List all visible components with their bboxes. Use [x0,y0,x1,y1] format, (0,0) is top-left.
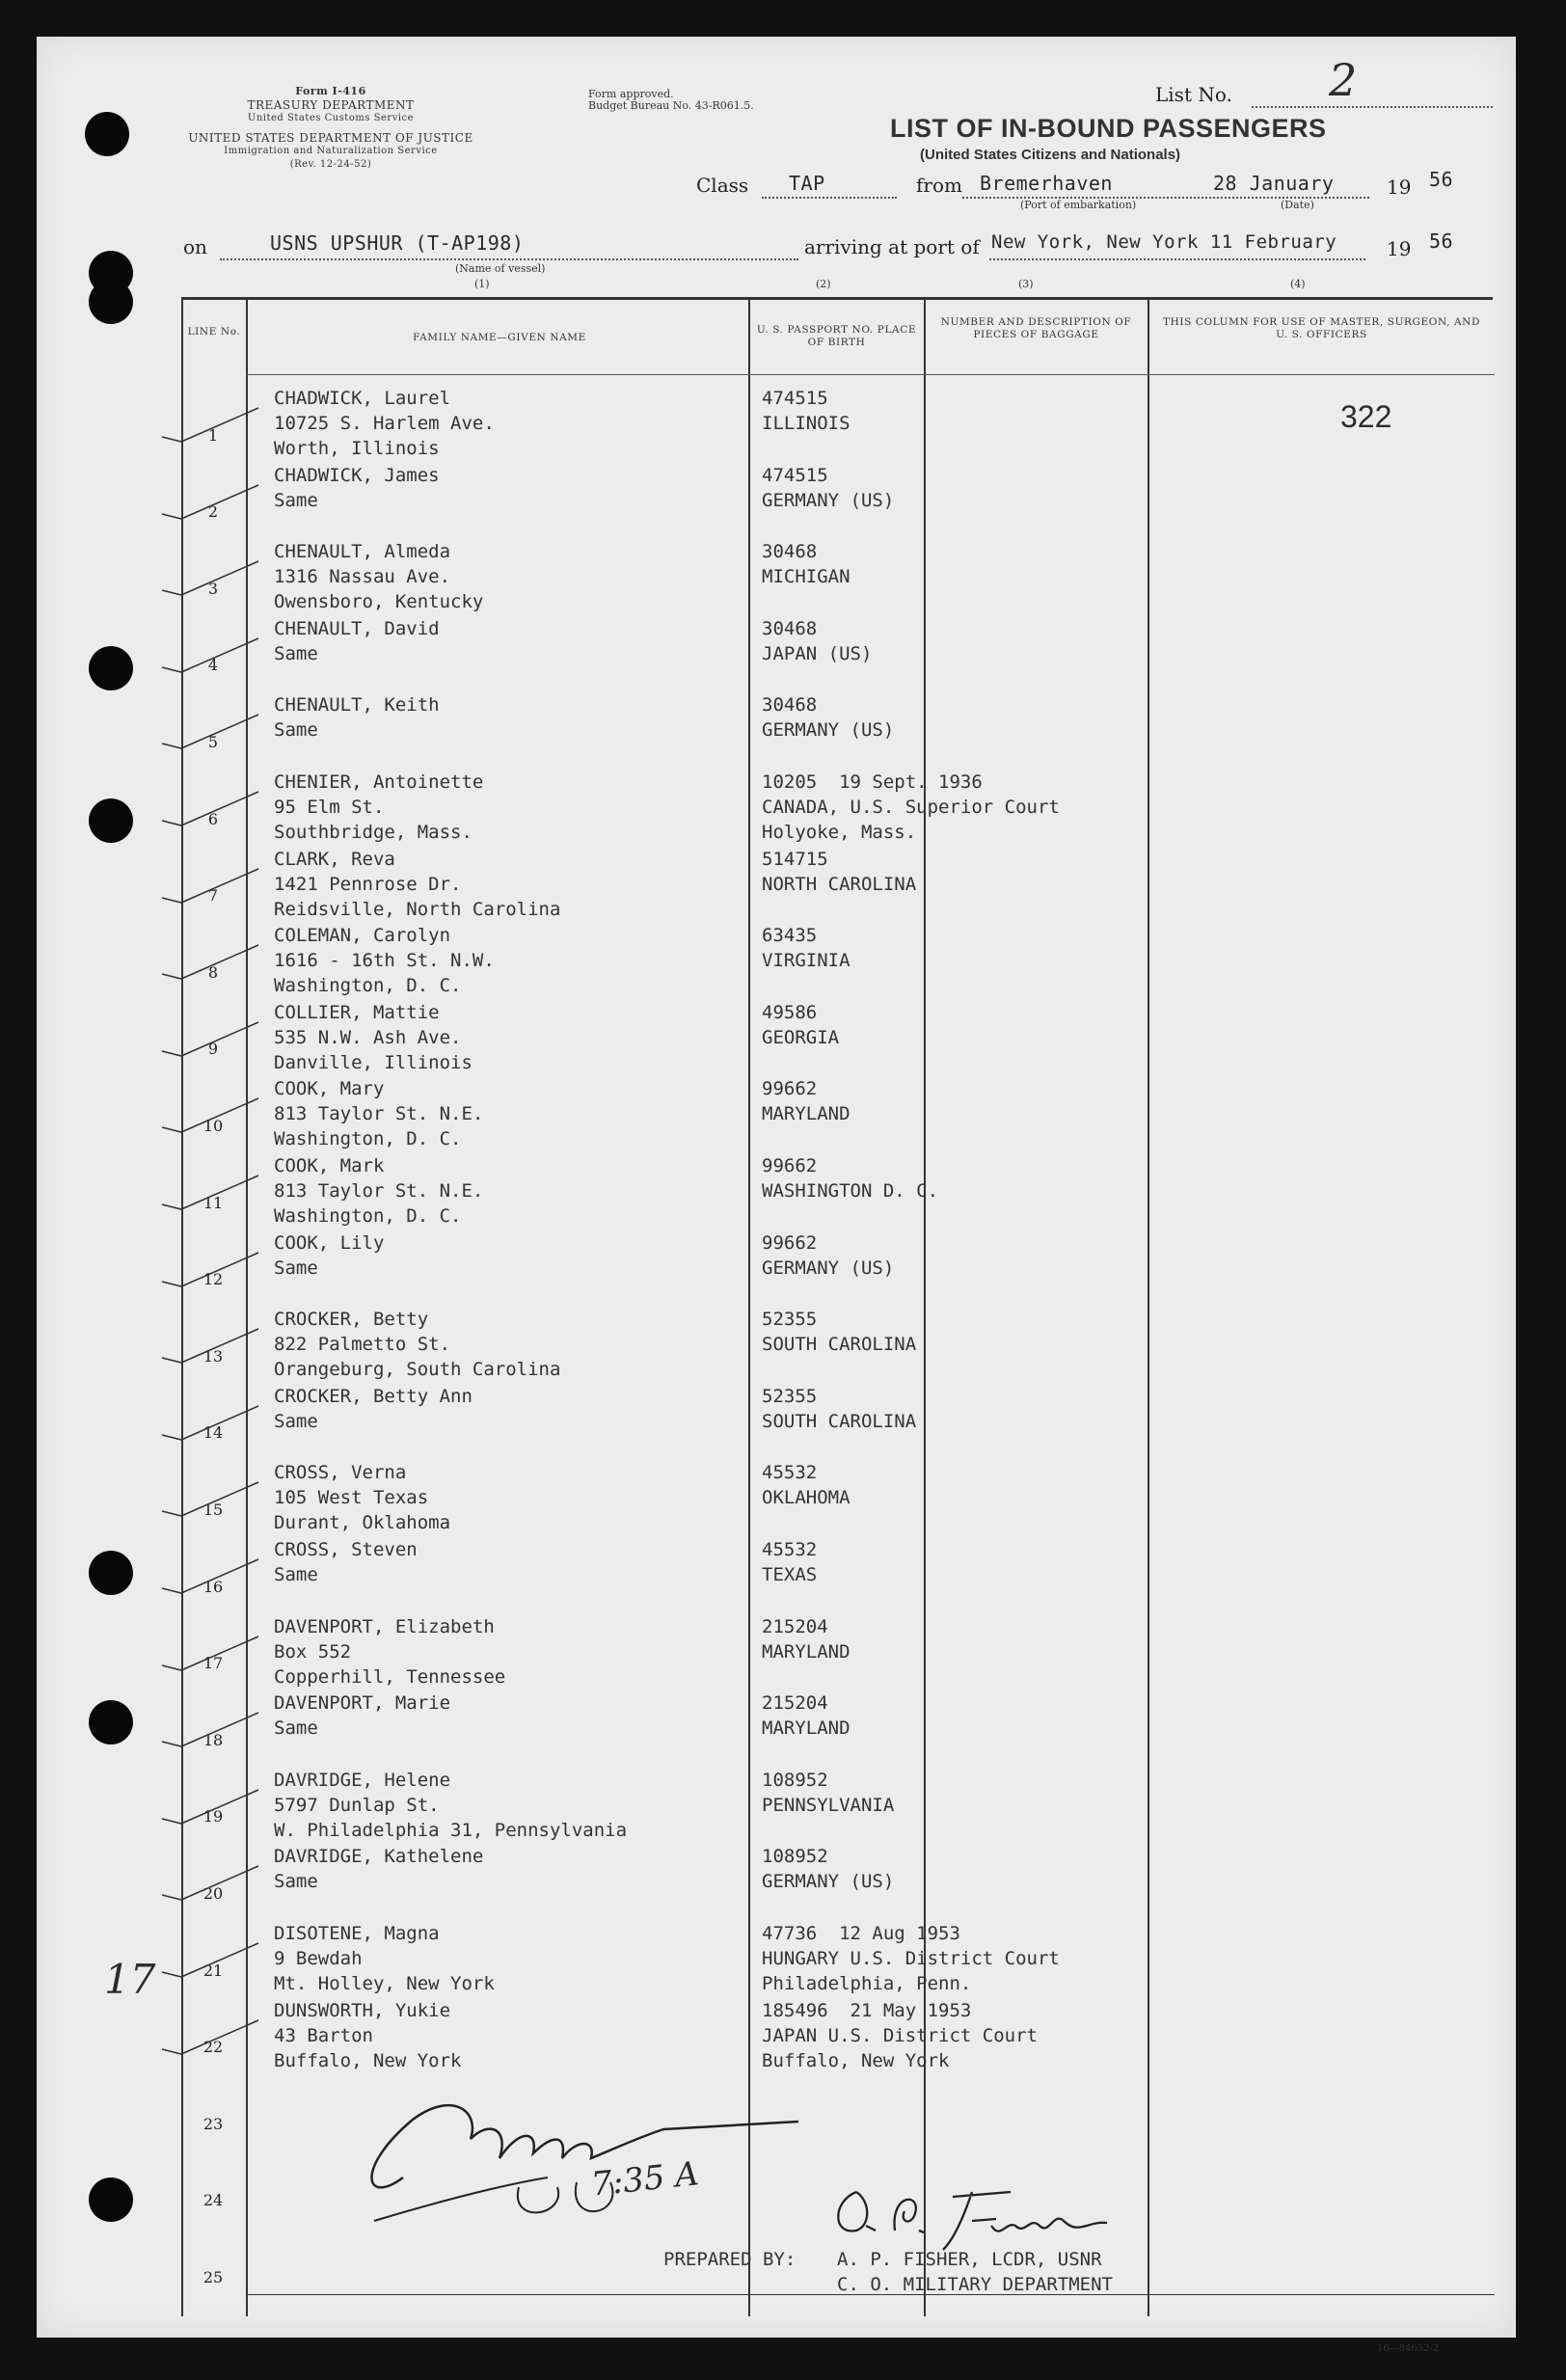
line-number: 19 [202,1807,224,1826]
passport-birthplace: 30468 JAPAN (US) [762,617,873,664]
line-number: 4 [207,656,219,675]
line-number: 22 [202,2038,224,2057]
class-underline [762,197,897,199]
list-no-underline [1252,106,1493,108]
passport-birthplace: 185496 21 May 1953 JAPAN U.S. District Court Buffalo, New York [762,1999,1038,2071]
line-number: 18 [202,1730,224,1749]
form-number: Form I-416 [295,85,366,97]
date-year-prefix: 19 [1387,176,1412,199]
vessel-caption: (Name of vessel) [455,262,546,275]
fisher-signature [827,2182,1136,2255]
line-number: 7 [207,886,219,906]
page-title: LIST OF IN-BOUND PASSENGERS [890,114,1327,143]
date-caption: (Date) [1281,199,1314,211]
col-header-officers: THIS COLUMN FOR USE OF MASTER, SURGEON, AND U. S. OFFICERS [1163,316,1480,340]
punch-hole [89,280,133,324]
punch-hole [89,2177,133,2222]
passenger-name-address: COLEMAN, Carolyn 1616 - 16th St. N.W. Washington, D. C. [274,925,495,997]
line-number: 13 [202,1346,224,1366]
passenger-name-address: COOK, Mary 813 Taylor St. N.E. Washington, D. C. [274,1078,484,1150]
arriving-label: arriving at port of [804,235,980,258]
row-separator [246,682,1495,683]
passenger-name-address: COLLIER, Mattie 535 N.W. Ash Ave. Danville, Illinois [274,1001,472,1073]
from-label: from [916,174,962,197]
prepared-by-name: A. P. FISHER, LCDR, USNR [837,2249,1102,2270]
check-mark-icon [152,403,268,461]
arrival-time: 7:35 A [589,2154,701,2204]
line-number: 21 [202,1961,224,1980]
class-value: TAP [789,172,825,195]
col-divider-passport [748,297,750,2316]
passport-birthplace: 52355 SOUTH CAROLINA [762,1309,917,1356]
check-mark-icon [152,1248,268,1306]
passenger-name-address: DAVRIDGE, Helene 5797 Dunlap St. W. Philadelphia 31, Pennsylvania [274,1769,628,1841]
line-number: 15 [202,1501,224,1519]
check-mark-icon [152,1017,268,1075]
check-mark-icon [152,940,268,998]
treasury-dept: TREASURY DEPARTMENT [247,98,415,112]
list-no-value: 2 [1329,54,1358,106]
prepared-by-label: PREPARED BY: [663,2249,796,2270]
vessel-name: USNS UPSHUR (T-AP198) [270,231,525,255]
line-number: 23 [202,2114,224,2133]
table-top-border [181,297,1493,300]
footer-code: 16—84652-2 [1377,2343,1440,2354]
prepared-by-dept: C. O. MILITARY DEPARTMENT [837,2274,1113,2295]
line-number: 8 [207,962,219,982]
justice-dept: UNITED STATES DEPARTMENT OF JUSTICE [188,131,473,145]
line-number: 10 [202,1117,224,1135]
passport-birthplace: 215204 MARYLAND [762,1692,850,1740]
punch-hole [89,1700,133,1744]
passenger-name-address: DAVENPORT, Marie Same [274,1692,451,1740]
passport-birthplace: 30468 GERMANY (US) [762,694,895,742]
customs-service: United States Customs Service [247,113,415,123]
passport-birthplace: 474515 ILLINOIS [762,388,850,434]
passport-birthplace: 10205 19 Sept. 1936 CANADA, U.S. Superior Court Holyoke, Mass. [762,771,1060,843]
row-separator [246,528,1495,529]
col-header-baggage: NUMBER AND DESCRIPTION OF PIECES OF BAGGAGE [940,316,1132,340]
punch-hole [85,112,129,156]
line-number: 25 [202,2268,224,2286]
inspector-signature [345,2081,808,2226]
passenger-name-address: DUNSWORTH, Yukie 43 Barton Buffalo, New York [274,1999,462,2071]
passport-birthplace: 47736 12 Aug 1953 HUNGARY U.S. District Court Philadelphia, Penn. [762,1923,1060,1994]
passport-birthplace: 108952 PENNSYLVANIA [762,1769,895,1816]
check-mark-icon [152,1861,268,1919]
check-mark-icon [152,1555,268,1612]
check-mark-icon [152,1632,268,1690]
passenger-name-address: CHENAULT, Almeda 1316 Nassau Ave. Owensboro, Kentucky [274,541,484,613]
row-separator [246,759,1495,760]
line-number: 5 [207,733,219,751]
date-value: 28 January [1213,172,1335,195]
passenger-name-address: CROCKER, Betty Ann Same [274,1385,472,1432]
passport-birthplace: 99662 MARYLAND [762,1078,850,1125]
line-number: 1 [207,425,219,445]
passport-birthplace: 30468 MICHIGAN [762,541,850,588]
check-mark-icon [152,1477,268,1535]
passport-birthplace: 52355 SOUTH CAROLINA [762,1385,917,1432]
col-header-passport: U. S. PASSPORT NO. PLACE OF BIRTH [756,324,917,348]
line-number: 17 [202,1654,224,1673]
arrival-year-prefix: 19 [1387,237,1412,260]
passenger-name-address: CHENAULT, David Same [274,617,440,664]
check-mark-icon [152,1324,268,1382]
line-number: 14 [202,1423,224,1443]
class-label: Class [696,174,749,197]
line-number: 6 [207,809,219,828]
passenger-name-address: CROCKER, Betty 822 Palmetto St. Orangeburg, South Carolina [274,1309,561,1381]
passenger-name-address: CLARK, Reva 1421 Pennrose Dr. Reidsville, North Carolina [274,848,561,920]
check-mark-icon [152,1708,268,1766]
punch-hole [89,798,133,843]
revision-date: (Rev. 12-24-52) [289,159,372,170]
passport-birthplace: 474515 GERMANY (US) [762,464,895,511]
col-num-1: (1) [474,278,490,290]
row-separator [246,1757,1495,1758]
punch-hole [89,1551,133,1595]
check-mark-icon [152,864,268,922]
row-separator [246,1449,1495,1450]
check-mark-icon [152,1401,268,1459]
passport-birthplace: 49586 GEORGIA [762,1001,840,1048]
check-mark-icon [152,710,268,768]
row-separator [246,1296,1495,1297]
check-mark-icon [152,480,268,538]
col-num-3: (3) [1018,278,1034,290]
line-number: 9 [207,1040,219,1059]
row-separator [246,1604,1495,1605]
passenger-name-address: DISOTENE, Magna 9 Bewdah Mt. Holley, New York [274,1923,495,1994]
col-header-line: LINE No. [187,326,241,338]
form-header-agencies [172,85,490,172]
check-mark-icon [152,1094,268,1151]
from-value: Bremerhaven [980,172,1113,195]
port-caption: (Port of embarkation) [1020,199,1137,211]
vessel-underline [220,258,798,260]
passenger-name-address: COOK, Mark 813 Taylor St. N.E. Washington, D. C. [274,1155,484,1227]
col-num-4: (4) [1290,278,1306,290]
line-number: 24 [202,2191,224,2210]
passenger-name-address: CHADWICK, James Same [274,464,440,511]
check-mark-icon [152,1785,268,1843]
passenger-name-address: CHADWICK, Laurel 10725 S. Harlem Ave. Worth, Illinois [274,388,495,459]
check-mark-icon [152,2015,268,2073]
check-mark-icon [152,634,268,691]
list-no-label: List No. [1155,83,1232,106]
passport-birthplace: 45532 OKLAHOMA [762,1462,850,1509]
line-number: 16 [202,1577,224,1596]
check-mark-icon [152,1938,268,1996]
passport-birthplace: 63435 VIRGINIA [762,925,850,972]
check-mark-icon [152,1171,268,1229]
check-mark-icon [152,787,268,845]
arrival-value: New York, New York 11 February [991,231,1337,253]
check-mark-icon [152,556,268,614]
header-bottom-border [246,374,1495,375]
passport-birthplace: 215204 MARYLAND [762,1615,850,1663]
passport-birthplace: 45532 TEXAS [762,1539,818,1585]
col-header-name: FAMILY NAME—GIVEN NAME [413,332,586,343]
passenger-name-address: COOK, Lily Same [274,1231,385,1279]
arrival-underline [989,258,1365,260]
col-divider-officers [1148,297,1149,2316]
on-label: on [183,235,207,258]
arrival-year: 56 [1429,230,1454,253]
line-number: 2 [207,502,219,522]
line-number: 11 [202,1193,224,1212]
passenger-name-address: DAVENPORT, Elizabeth Box 552 Copperhill, Tennessee [274,1615,506,1688]
passport-birthplace: 99662 WASHINGTON D. C. [762,1155,939,1202]
margin-mark: 17 [104,1956,156,2003]
ins-service: Immigration and Naturalization Service [224,146,438,156]
line-number: 20 [202,1884,224,1903]
row-separator [246,1910,1495,1911]
line-number: 3 [207,579,219,598]
officer-note: 322 [1340,399,1392,434]
col-num-2: (2) [816,278,831,290]
passenger-name-address: DAVRIDGE, Kathelene Same [274,1846,484,1893]
line-number: 12 [202,1270,224,1289]
date-year: 56 [1429,168,1454,191]
passport-birthplace: 514715 NORTH CAROLINA [762,848,917,895]
passport-birthplace: 99662 GERMANY (US) [762,1231,895,1279]
passenger-name-address: CHENAULT, Keith Same [274,694,440,742]
punch-hole [89,646,133,690]
page-subtitle: (United States Citizens and Nationals) [920,147,1181,163]
passport-birthplace: 108952 GERMANY (US) [762,1846,895,1893]
passenger-name-address: CROSS, Verna 105 West Texas Durant, Oklahoma [274,1462,451,1534]
form-approval: Form approved. Budget Bureau No. 43-R061.5. [588,88,754,112]
passenger-name-address: CROSS, Steven Same [274,1539,418,1585]
passenger-name-address: CHENIER, Antoinette 95 Elm St. Southbridge, Mass. [274,771,484,843]
document-page [37,37,1516,2354]
